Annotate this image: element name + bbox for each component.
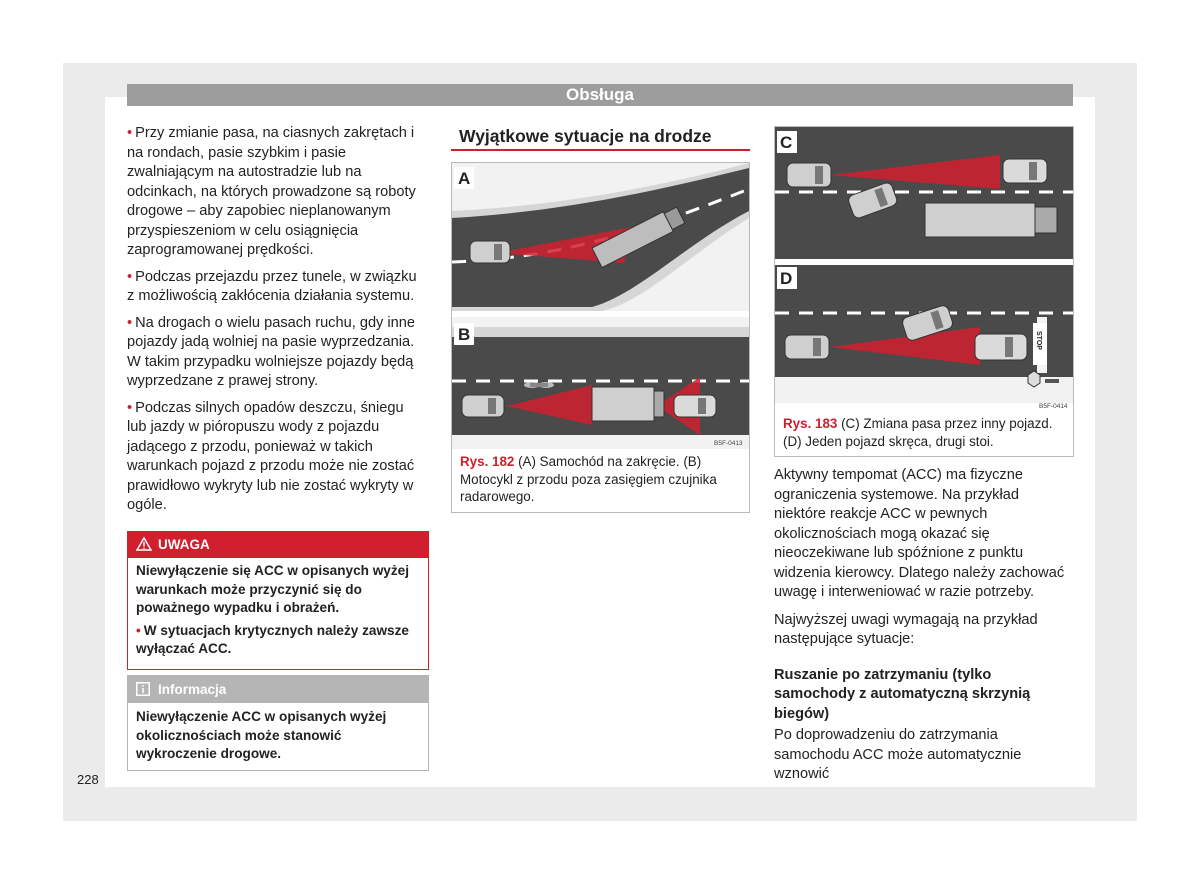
info-text: Niewyłączenie ACC w opisanych wyżej okolicznościach może stanowić wykroczenie drogowe. — [136, 709, 387, 761]
section-header: Obsługa — [127, 84, 1073, 106]
list-item: • Podczas przejazdu przez tunele, w związku z możliwością zakłócenia działania systemu. — [127, 268, 417, 304]
info-header: Informacja — [128, 676, 428, 703]
panel-c-scene — [775, 127, 1073, 265]
info-icon — [136, 682, 150, 696]
panel-a-scene — [452, 163, 749, 317]
warning-header: UWAGA — [128, 532, 428, 558]
warning-list-item: • W sytuacjach krytycznych należy zawsze wyłączać ACC. — [136, 622, 409, 656]
figure-182-illustration — [452, 163, 749, 449]
panel-label-d: D — [780, 269, 793, 288]
panel-label-b: B — [458, 325, 471, 344]
figure-183 — [774, 126, 1074, 457]
list-item: • Podczas silnych opadów deszczu, śniegu lub jazdy w pióropuszu wody z pojazdu jadącego z przodu, ponieważ w takich warunkach pojazd z przodu może nie zostać prawidłowo wykryty lub nie zostać wykryty w ogóle. — [127, 399, 415, 513]
subheading: Ruszanie po zatrzymaniu (tylko samochody z automatyczną skrzynią biegów) — [774, 666, 1031, 722]
paragraph: Po doprowadzeniu do zatrzymania samochodu ACC może automatycznie wznowić — [774, 727, 1022, 782]
panel-label-a: A — [458, 169, 471, 188]
warning-box — [127, 531, 429, 670]
warning-triangle-icon — [136, 537, 152, 551]
page-number: 228 — [77, 772, 99, 787]
bullet-icon: • — [127, 268, 133, 285]
bullet-icon: • — [127, 314, 133, 331]
bullet-icon: • — [127, 125, 133, 141]
bullet-icon: • — [136, 622, 141, 638]
panel-d-scene — [775, 265, 1073, 403]
stop-road-marking: STOP — [1035, 331, 1042, 350]
section-title: Wyjątkowe sytuacje na drodze — [451, 124, 750, 151]
figure-182 — [451, 162, 750, 513]
right-column — [774, 466, 1074, 793]
list-item: • Przy zmianie pasa, na ciasnych zakrętach i na rondach, pasie szybkim i pasie zwalniającym na autostradzie lub na odcinkach, na których prowadzone są roboty drogowe – aby zapobiec nieplanowanym przyspieszeniom w celu osiągnięcia zaprogramowanej prędkości. — [127, 125, 416, 258]
info-box — [127, 675, 429, 771]
figure-183-caption: Rys. 183 (C) Zmiana pasa przez inny pojazd. (D) Jeden pojazd skręca, drugi stoi. — [783, 416, 1053, 449]
figure-code: B5F-0413 — [714, 440, 743, 447]
panel-label-c: C — [780, 133, 793, 152]
figure-183-illustration — [775, 127, 1073, 411]
paragraph: Aktywny tempomat (ACC) ma fizyczne ograniczenia systemowe. Na przykład niektóre reakcje ACC w pewnych okolicznościach mogą okazać się nieoczekiwane lub spóźnione z punktu widzenia kierowcy. Dlatego należy zachować uwagę i interweniować w razie potrzeby. — [774, 467, 1065, 600]
figure-182-caption: Rys. 182 (A) Samochód na zakręcie. (B) Motocykl z przodu poza zasięgiem czujnika radarowego. — [460, 454, 717, 504]
figure-code: B5F-0414 — [1039, 403, 1068, 410]
left-column — [127, 124, 427, 523]
bullet-icon: • — [127, 399, 133, 416]
warning-body — [128, 558, 428, 669]
paragraph: Najwyższej uwagi wymagają na przykład następujące sytuacje: — [774, 611, 1038, 647]
panel-b-scene — [452, 317, 749, 449]
list-item: • Na drogach o wielu pasach ruchu, gdy inne pojazdy jadą wolniej na pasie wyprzedzania. W takim przypadku wolniejsze pojazdy będą wyprzedzane z prawej strony. — [127, 314, 415, 389]
warning-text: Niewyłączenie się ACC w opisanych wyżej warunkach może przyczynić się do poważnego wypadku i obrażeń. — [136, 563, 409, 615]
